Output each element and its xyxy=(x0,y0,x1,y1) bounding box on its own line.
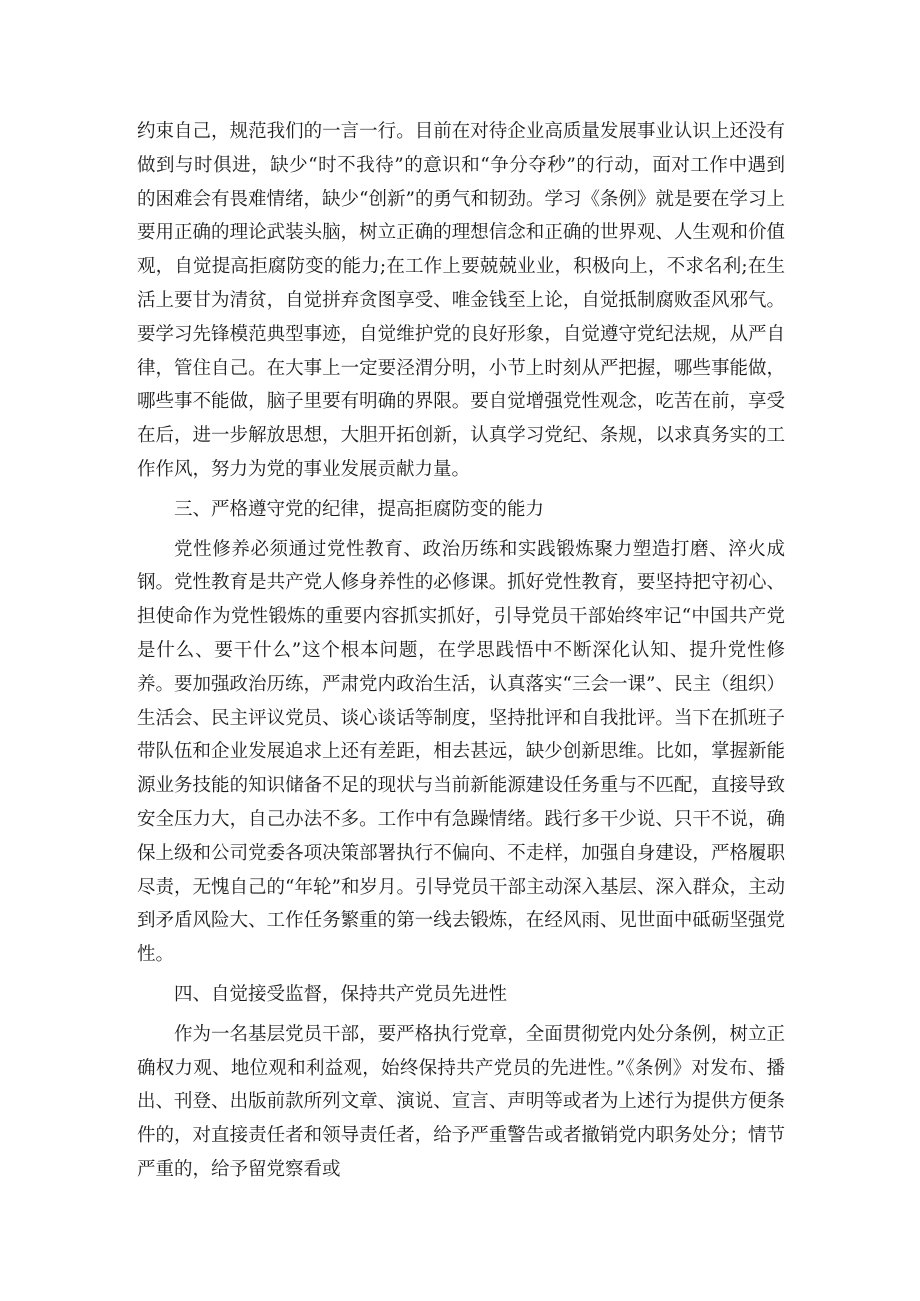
document-body xyxy=(137,115,785,1187)
paragraph-continued: 约束自己，规范我们的一言一行。目前在对待企业高质量发展事业认识上还没有做到与时俱进，缺少“时不我待”的意识和“争分夺秒”的行动，面对工作中遇到的困难会有畏难情绪，缺少“创新”的勇气和韧劲。学习《条例》就是要在学习上要用正确的理论武装头脑，树立正确的理想信念和正确的世界观、人生观和价值观，自觉提高拒腐防变的能力;在工作上要兢兢业业，积极向上，不求名利;在生活上要甘为清贫，自觉拼弃贪图享受、唯金钱至上论，自觉抵制腐败歪风邪气。要学习先锋模范典型事迹，自觉维护党的良好形象，自觉遵守党纪法规，从严自律，管住自己。在大事上一定要泾渭分明，小节上时刻从严把握，哪些事能做，哪些事不能做，脑子里要有明确的界限。要自觉增强党性观念，吃苦在前，享受在后，进一步解放思想，大胆开拓创新，认真学习党纪、条规，以求真务实的工作作风，努力为党的事业发展贡献力量。 xyxy=(137,121,785,480)
paragraph-section-3: 党性修养必须通过党性教育、政治历练和实践锻炼聚力塑造打磨、淬火成钢。党性教育是共产党人修身养性的必修课。抓好党性教育，要坚持把守初心、担使命作为党性锻炼的重要内容抓实抓好，引导党员干部始终牢记“中国共产党是什么、要干什么”这个根本问题，在学思践悟中不断深化认知、提升党性修养。要加强政治历练，严肃党内政治生活，认真落实“三会一课”、民主（组织）生活会、民主评议党员、谈心谈话等制度，坚持批评和自我批评。当下在抓班子带队伍和企业发展追求上还有差距，相去甚远，缺少创新思维。比如，掌握新能源业务技能的知识储备不足的现状与当前新能源建设任务重与不匹配，直接导致安全压力大，自己办法不多。工作中有急躁情绪。践行多干少说、只干不说，确保上级和公司党委各项决策部署执行不偏向、不走样，加强自身建设，严格履职尽责，无愧自己的“年轮”和岁月。引导党员干部主动深入基层、深入群众，主动到矛盾风险大、工作任务繁重的第一线去锻炼，在经风雨、见世面中砥砺坚强党性。 xyxy=(137,538,785,966)
section-heading-3: 三、严格遵守党的纪律，提高拒腐防变的能力 xyxy=(174,498,545,520)
paragraph-section-4: 作为一名基层党员干部，要严格执行党章，全面贯彻党内处分条例，树立正确权力观、地位观和利益观，始终保持共产党员的先进性。”《条例》对发布、播出、刊登、出版前款所列文章、演说、宣言、声明等或者为上述行为提供方便条件的，对直接责任者和领导责任者，给予严重警告或者撤销党内职务处分；情节严重的，给予留党察看或 xyxy=(137,1023,785,1180)
section-heading-4: 四、自觉接受监督，保持共产党员先进性 xyxy=(174,983,508,1005)
